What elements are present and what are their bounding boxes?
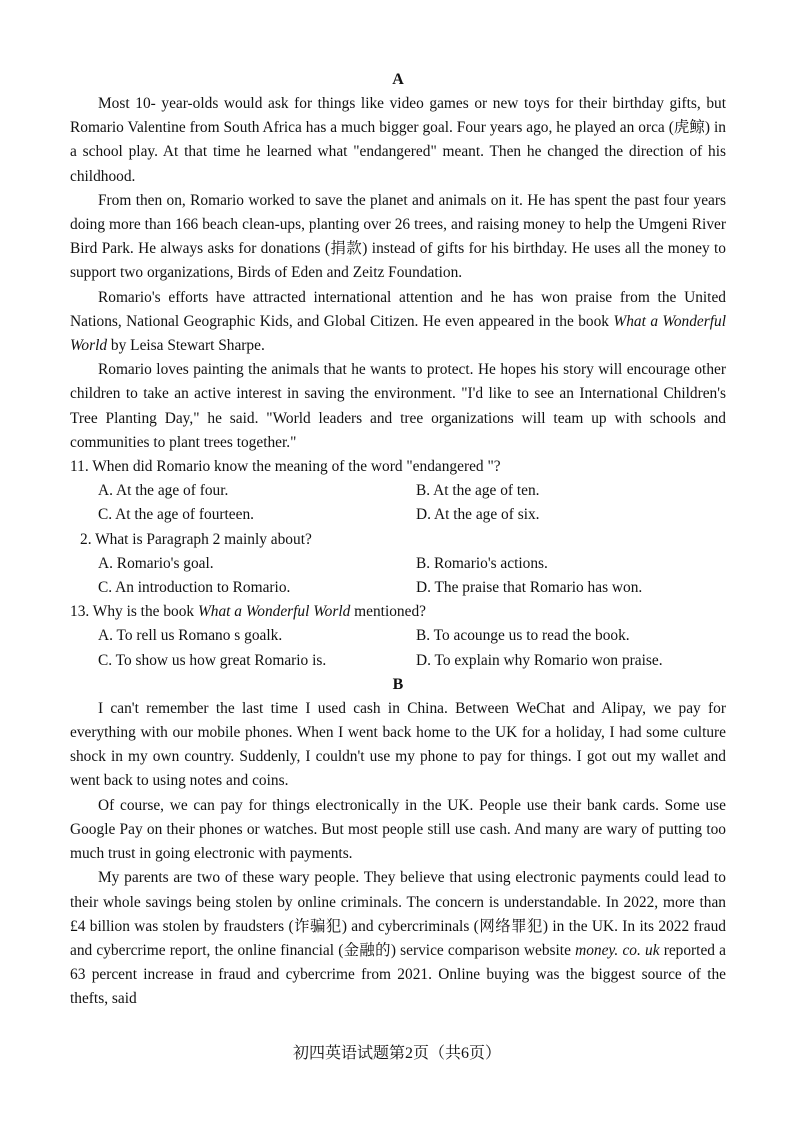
section-b-paragraph-3	[70, 866, 726, 1011]
option-b: B. To acounge us to read the book.	[416, 627, 630, 645]
option-d: D. The praise that Romario has won.	[416, 579, 643, 597]
option-c: C. At the age of fourteen.	[98, 506, 254, 524]
option-c: C. To show us how great Romario is.	[98, 651, 327, 669]
option-a: A. At the age of four.	[98, 482, 229, 500]
question-stem	[70, 600, 726, 624]
book-title: What a Wonderful World	[70, 312, 726, 355]
option-d: D. To explain why Romario won praise.	[416, 651, 663, 669]
section-a-title: A	[392, 71, 404, 88]
option-b: B. At the age of ten.	[416, 482, 540, 500]
question-12	[70, 528, 726, 601]
stem-text: mentioned?	[350, 603, 426, 621]
section-b-title: B	[392, 675, 404, 693]
stem-text: 13. Why is the book	[70, 603, 198, 621]
option-c: C. An introduction to Romario.	[98, 579, 291, 597]
section-b-paragraph-2: Of course, we can pay for things electronically in the UK. People use their bank cards. Some use Google Pay on their phones or watches. But most people still use cash. And many are wary of putting too much trust in going electronic with payments.	[70, 796, 726, 863]
page-footer: 初四英语试题第2页（共6页）	[292, 1045, 501, 1062]
question-stem: 11. When did Romario know the meaning of the word "endangered "?	[70, 458, 501, 476]
section-a-paragraph-3	[70, 286, 726, 359]
paragraph-text: My parents are two of these wary people. They believe that using electronic payments could lead to their whole savings being stolen by online criminals. The concern is understandable. In 2022, more than £4 billion was stolen by fraudsters (诈骗犯) and cybercriminals (网络罪犯) in the UK. In its 2022 fraud and cybercrime report, the online financial (金融的) service comparison website	[70, 869, 726, 959]
option-b: B. Romario's actions.	[416, 554, 548, 572]
paragraph-text: by Leisa Stewart Sharpe.	[107, 337, 265, 355]
exam-page	[70, 68, 726, 1012]
option-a: A. To rell us Romano s goalk.	[98, 627, 283, 645]
website-name: money. co. uk	[575, 941, 660, 959]
question-13	[70, 600, 726, 673]
section-b-paragraph-1: I can't remember the last time I used cash in China. Between WeChat and Alipay, we pay for everything with our mobile phones. When I went back home to the UK for a holiday, I had some culture shock in my own country. Suddenly, I couldn't use my phone to pay for things. I got out my wallet and went back to using notes and coins.	[70, 699, 726, 790]
option-a: A. Romario's goal.	[98, 554, 214, 572]
section-a-paragraph-2: From then on, Romario worked to save the planet and animals on it. He has spent the past four years doing more than 166 beach clean-ups, planting over 26 trees, and raising money to help the Umgeni River Bird Park. He always asks for donations (捐款) instead of gifts for his birthday. He uses all the money to support two organizations, Birds of Eden and Zeitz Foundation.	[70, 191, 726, 282]
book-title: What a Wonderful World	[197, 603, 351, 621]
option-d: D. At the age of six.	[416, 506, 540, 524]
paragraph-text: reported a 63 percent increase in fraud and cybercrime from 2021. Online buying was the biggest source of the thefts, said	[70, 941, 726, 1008]
section-a-paragraph-4: Romario loves painting the animals that he wants to protect. He hopes his story will encourage other children to take an active interest in saving the environment. "I'd like to see an International Children's Tree Planting Day," he said. "World leaders and tree organizations will team up with schools and communities to plant trees together."	[70, 361, 726, 451]
question-11	[70, 455, 726, 528]
paragraph-text: Romario's efforts have attracted international attention and he has won praise from the United Nations, National Geographic Kids, and Global Citizen. He even appeared in the book	[70, 288, 726, 330]
section-a-paragraph-1: Most 10- year-olds would ask for things like video games or new toys for their birthday gifts, but Romario Valentine from South Africa has a much bigger goal. Four years ago, he played an orca (虎鲸) in a school play. At that time he learned what "endangered" meant. Then he changed the direction of his childhood.	[70, 95, 726, 185]
question-stem: 2. What is Paragraph 2 mainly about?	[80, 530, 312, 548]
